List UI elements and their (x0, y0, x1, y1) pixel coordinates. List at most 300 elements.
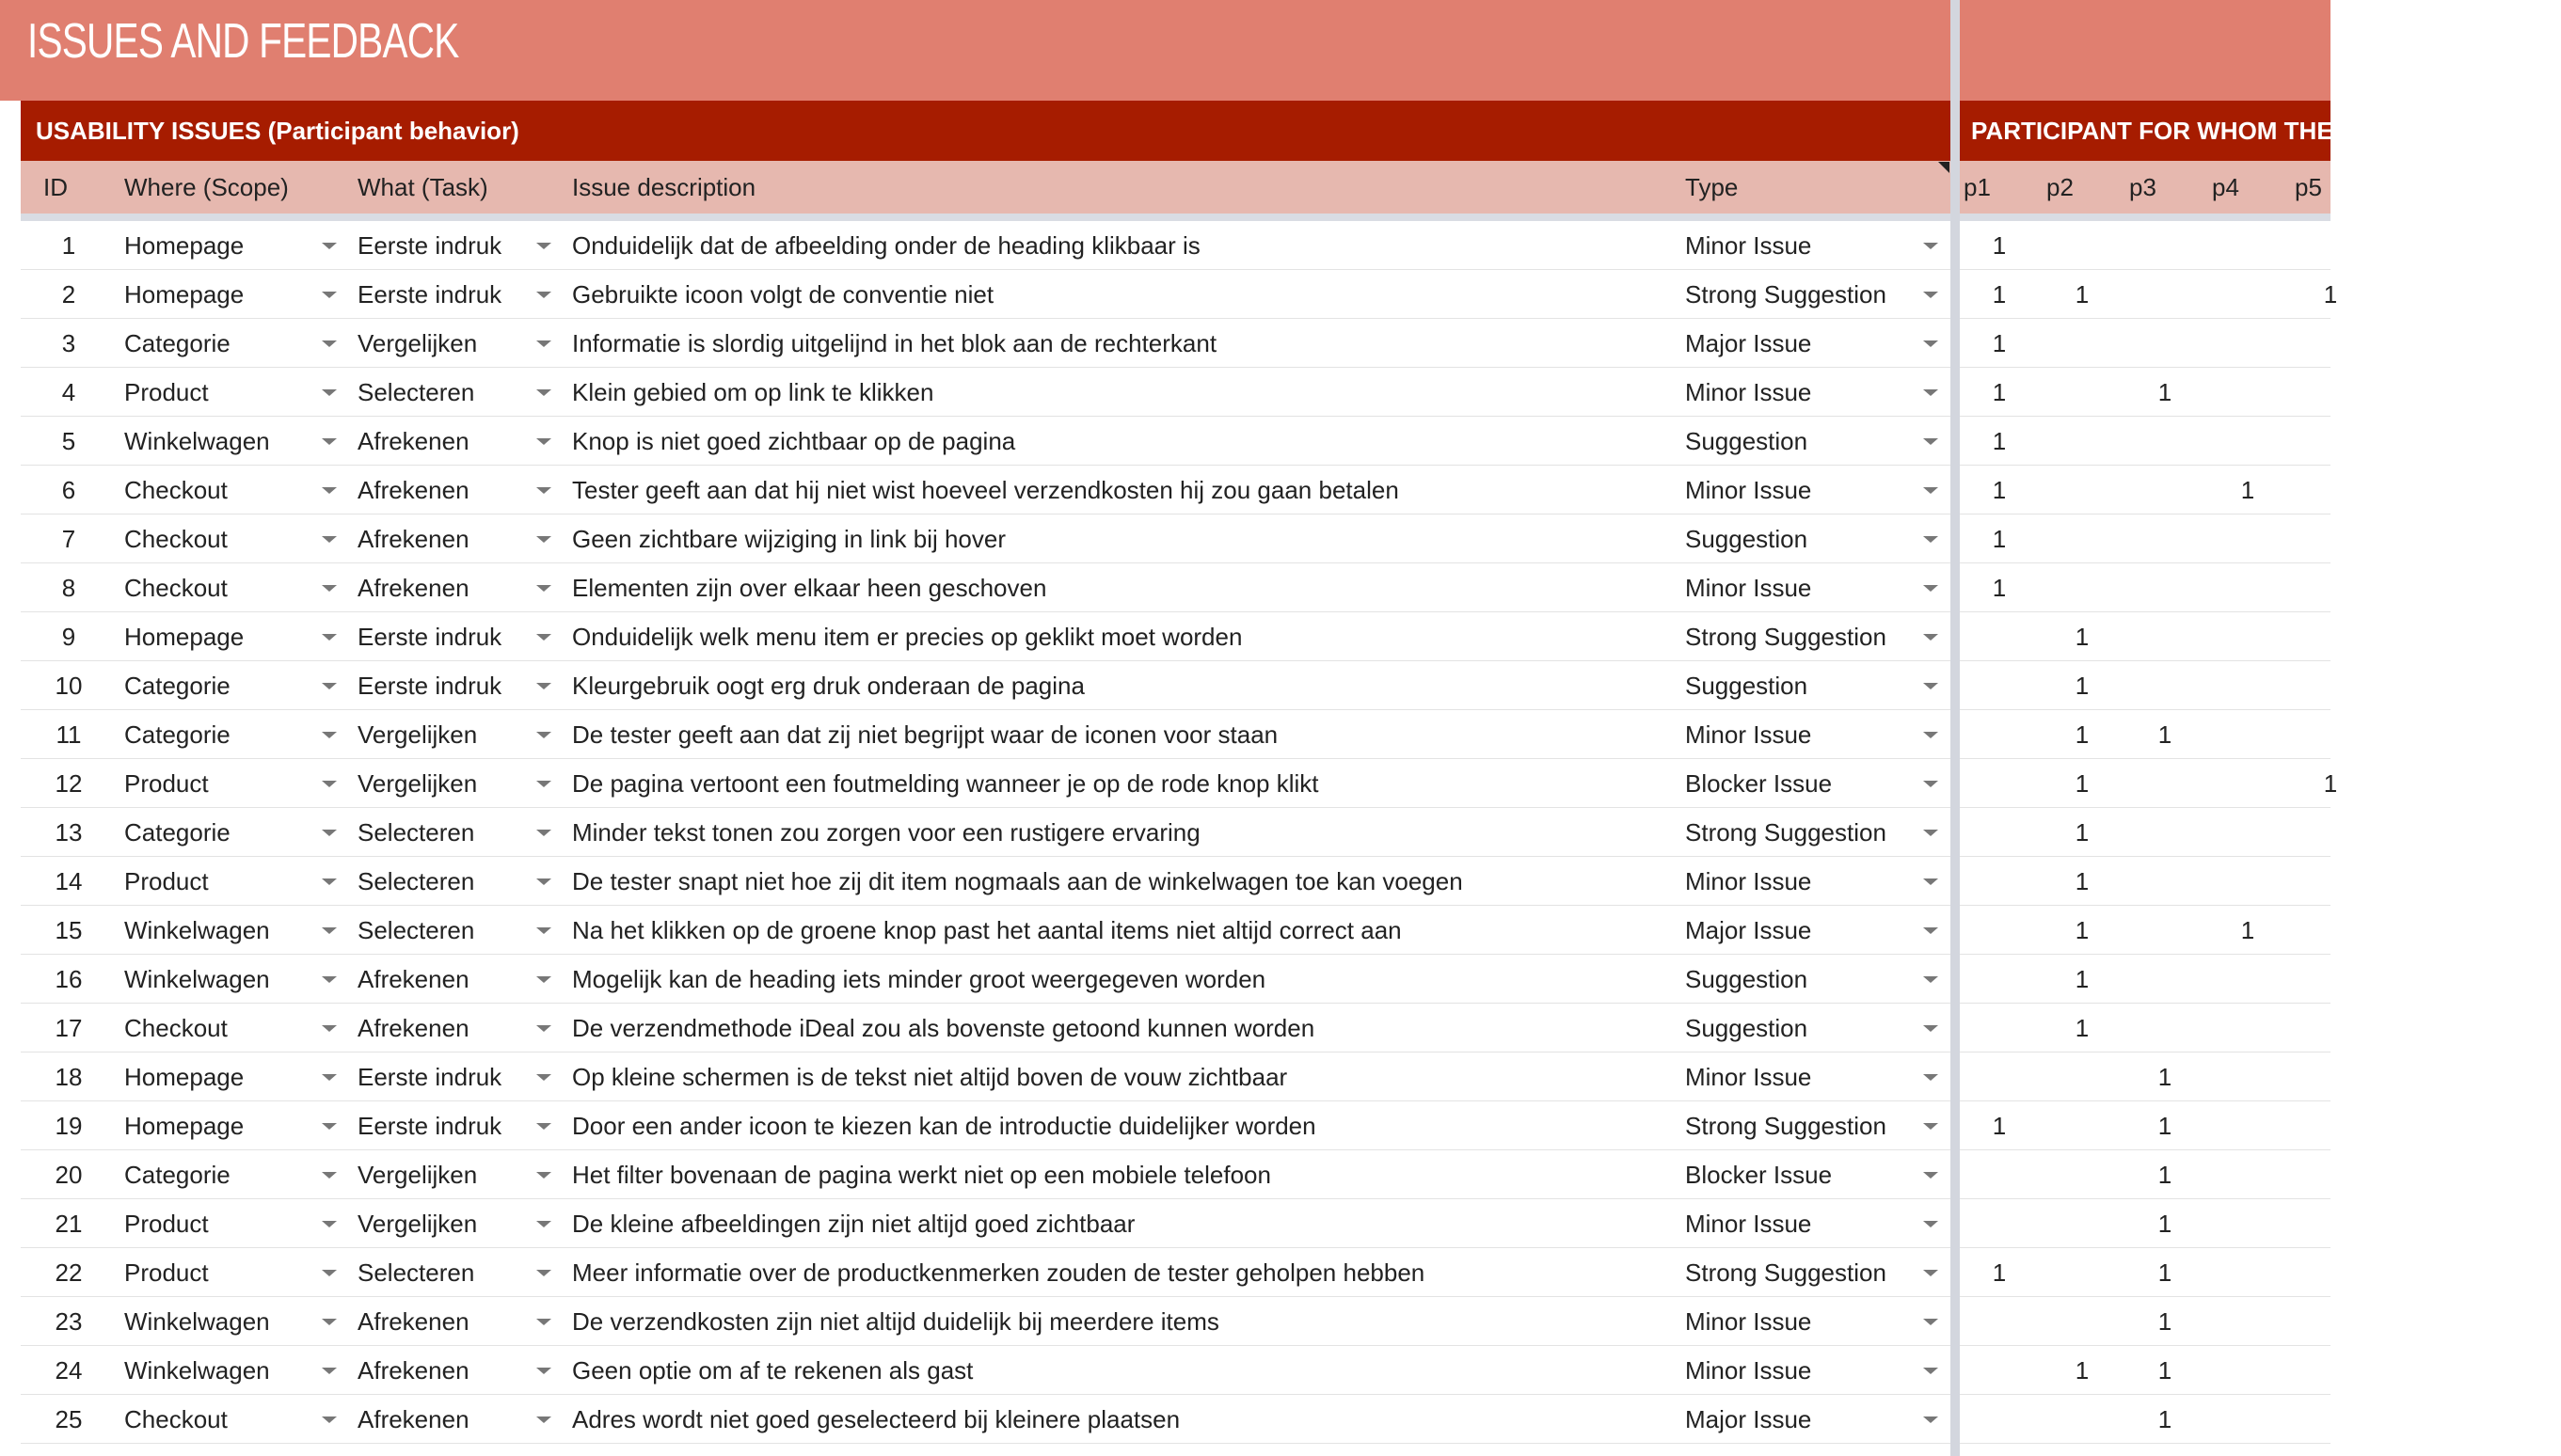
cell-p3[interactable]: 1 (2157, 1210, 2172, 1238)
cell-where[interactable]: Checkout (124, 476, 228, 504)
cell-p1[interactable] (1985, 710, 2013, 759)
cell-p2[interactable] (2068, 1199, 2096, 1248)
cell-p4[interactable] (2234, 1052, 2262, 1101)
column-header-p1[interactable]: p1 (1964, 173, 1991, 201)
type-dropdown-icon[interactable] (1923, 927, 1938, 934)
cell-p4[interactable] (2234, 1199, 2262, 1248)
cell-p3[interactable] (2151, 417, 2179, 466)
cell-what[interactable]: Eerste indruk (358, 672, 502, 700)
cell-where[interactable]: Winkelwagen (124, 916, 270, 944)
cell-p1[interactable] (1985, 1052, 2013, 1101)
cell-p1[interactable] (1985, 906, 2013, 955)
where-dropdown-icon[interactable] (322, 927, 337, 934)
cell-p2[interactable] (2068, 1395, 2096, 1444)
cell-type[interactable]: Suggestion (1685, 1014, 1808, 1042)
cell-p3[interactable] (2151, 563, 2179, 612)
type-dropdown-icon[interactable] (1923, 781, 1938, 787)
column-header-where[interactable]: Where (Scope) (124, 173, 289, 201)
cell-p4[interactable] (2234, 1004, 2262, 1052)
where-dropdown-icon[interactable] (322, 683, 337, 689)
cell-p1[interactable] (1985, 1199, 2013, 1248)
cell-id[interactable]: 18 (55, 1063, 83, 1091)
cell-description[interactable]: Adres wordt niet goed geselecteerd bij kleinere plaatsen (572, 1405, 1181, 1433)
cell-p2[interactable]: 1 (2075, 769, 2090, 798)
cell-type[interactable]: Minor Issue (1685, 231, 1812, 260)
cell-id[interactable]: 6 (61, 476, 76, 504)
cell-p1[interactable]: 1 (1992, 329, 2007, 357)
cell-p3[interactable]: 1 (2157, 1258, 2172, 1287)
cell-p5[interactable] (2316, 661, 2345, 710)
cell-p3[interactable] (2151, 612, 2179, 661)
cell-what[interactable]: Eerste indruk (358, 623, 502, 651)
cell-id[interactable]: 12 (55, 769, 83, 798)
type-dropdown-icon[interactable] (1923, 830, 1938, 836)
what-dropdown-icon[interactable] (536, 585, 551, 592)
cell-where[interactable]: Winkelwagen (124, 1307, 270, 1336)
cell-what[interactable]: Vergelijken (358, 329, 478, 357)
cell-p4[interactable] (2234, 612, 2262, 661)
cell-description[interactable]: Het filter bovenaan de pagina werkt niet op een mobiele telefoon (572, 1161, 1271, 1189)
cell-description[interactable]: Onduidelijk dat de afbeelding onder de heading klikbaar is (572, 231, 1201, 260)
cell-p5[interactable] (2316, 955, 2345, 1004)
cell-where[interactable]: Homepage (124, 1112, 245, 1140)
cell-p4[interactable] (2234, 710, 2262, 759)
cell-p3[interactable] (2151, 1004, 2179, 1052)
what-dropdown-icon[interactable] (536, 1025, 551, 1032)
cell-p5[interactable]: 1 (2323, 280, 2338, 309)
cell-p5[interactable] (2316, 1052, 2345, 1101)
cell-p2[interactable]: 1 (2075, 867, 2090, 895)
where-dropdown-icon[interactable] (322, 878, 337, 885)
cell-type[interactable]: Minor Issue (1685, 867, 1812, 895)
cell-where[interactable]: Homepage (124, 231, 245, 260)
where-dropdown-icon[interactable] (322, 1172, 337, 1179)
where-dropdown-icon[interactable] (322, 340, 337, 347)
cell-description[interactable]: Kleurgebruik oogt erg druk onderaan de pagina (572, 672, 1085, 700)
cell-p1[interactable] (1985, 661, 2013, 710)
where-dropdown-icon[interactable] (322, 1319, 337, 1325)
cell-description[interactable]: De verzendmethode iDeal zou als bovenste getoond kunnen worden (572, 1014, 1315, 1042)
cell-type[interactable]: Suggestion (1685, 525, 1808, 553)
type-dropdown-icon[interactable] (1923, 1270, 1938, 1276)
cell-p1[interactable] (1985, 1346, 2013, 1395)
cell-what[interactable]: Afrekenen (358, 1307, 469, 1336)
cell-p2[interactable] (2068, 1052, 2096, 1101)
cell-p2[interactable] (2068, 563, 2096, 612)
cell-id[interactable]: 5 (61, 427, 76, 455)
what-dropdown-icon[interactable] (536, 830, 551, 836)
cell-p5[interactable] (2316, 514, 2345, 563)
cell-p1[interactable]: 1 (1992, 378, 2007, 406)
cell-p1[interactable]: 1 (1992, 1112, 2007, 1140)
cell-p4[interactable]: 1 (2240, 476, 2255, 504)
cell-p3[interactable]: 1 (2157, 1405, 2172, 1433)
what-dropdown-icon[interactable] (536, 487, 551, 494)
cell-what[interactable]: Eerste indruk (358, 1063, 502, 1091)
what-dropdown-icon[interactable] (536, 1416, 551, 1423)
cell-where[interactable]: Winkelwagen (124, 965, 270, 993)
cell-type[interactable]: Major Issue (1685, 329, 1812, 357)
cell-p3[interactable] (2151, 906, 2179, 955)
filter-corner-icon[interactable] (1938, 162, 1949, 173)
type-dropdown-icon[interactable] (1923, 1172, 1938, 1179)
cell-description[interactable]: De tester geeft aan dat zij niet begrijpt waar de iconen voor staan (572, 720, 1279, 749)
cell-description[interactable]: Geen zichtbare wijziging in link bij hover (572, 525, 1007, 553)
what-dropdown-icon[interactable] (536, 1319, 551, 1325)
cell-p5[interactable] (2316, 563, 2345, 612)
cell-where[interactable]: Categorie (124, 329, 231, 357)
what-dropdown-icon[interactable] (536, 634, 551, 641)
cell-where[interactable]: Winkelwagen (124, 427, 270, 455)
cell-type[interactable]: Major Issue (1685, 1405, 1812, 1433)
column-header-p2[interactable]: p2 (2046, 173, 2074, 201)
type-dropdown-icon[interactable] (1923, 1368, 1938, 1374)
cell-id[interactable]: 21 (55, 1210, 83, 1238)
cell-what[interactable]: Afrekenen (358, 1405, 469, 1433)
column-header-description[interactable]: Issue description (572, 173, 756, 201)
cell-description[interactable]: Mogelijk kan de heading iets minder groot weergegeven worden (572, 965, 1266, 993)
cell-p4[interactable] (2234, 1101, 2262, 1150)
cell-what[interactable]: Afrekenen (358, 965, 469, 993)
column-header-what[interactable]: What (Task) (358, 173, 488, 201)
cell-p2[interactable] (2068, 514, 2096, 563)
cell-id[interactable]: 16 (55, 965, 83, 993)
type-dropdown-icon[interactable] (1923, 878, 1938, 885)
cell-p1[interactable] (1985, 1150, 2013, 1199)
cell-where[interactable]: Product (124, 1210, 209, 1238)
cell-p2[interactable]: 1 (2075, 965, 2090, 993)
what-dropdown-icon[interactable] (536, 1123, 551, 1130)
type-dropdown-icon[interactable] (1923, 438, 1938, 445)
cell-p5[interactable] (2316, 1395, 2345, 1444)
where-dropdown-icon[interactable] (322, 1270, 337, 1276)
cell-id[interactable]: 14 (55, 867, 83, 895)
where-dropdown-icon[interactable] (322, 976, 337, 983)
cell-p5[interactable] (2316, 906, 2345, 955)
cell-p2[interactable] (2068, 368, 2096, 417)
cell-p3[interactable] (2151, 857, 2179, 906)
cell-description[interactable]: Na het klikken op de groene knop past het aantal items niet altijd correct aan (572, 916, 1402, 944)
cell-p4[interactable] (2234, 563, 2262, 612)
cell-p3[interactable]: 1 (2157, 1161, 2172, 1189)
type-dropdown-icon[interactable] (1923, 487, 1938, 494)
cell-p2[interactable] (2068, 221, 2096, 270)
cell-p3[interactable]: 1 (2157, 1307, 2172, 1336)
type-dropdown-icon[interactable] (1923, 243, 1938, 249)
what-dropdown-icon[interactable] (536, 683, 551, 689)
cell-p2[interactable]: 1 (2075, 280, 2090, 309)
cell-p4[interactable] (2234, 417, 2262, 466)
type-dropdown-icon[interactable] (1923, 340, 1938, 347)
cell-description[interactable]: Door een ander icoon te kiezen kan de introductie duidelijker worden (572, 1112, 1316, 1140)
cell-type[interactable]: Strong Suggestion (1685, 280, 1886, 309)
what-dropdown-icon[interactable] (536, 927, 551, 934)
where-dropdown-icon[interactable] (322, 1123, 337, 1130)
cell-type[interactable]: Suggestion (1685, 965, 1808, 993)
cell-p5[interactable] (2316, 466, 2345, 514)
cell-p1[interactable] (1985, 1395, 2013, 1444)
what-dropdown-icon[interactable] (536, 976, 551, 983)
what-dropdown-icon[interactable] (536, 878, 551, 885)
cell-p1[interactable]: 1 (1992, 574, 2007, 602)
cell-type[interactable]: Strong Suggestion (1685, 1112, 1886, 1140)
cell-p1[interactable] (1985, 857, 2013, 906)
cell-description[interactable]: Meer informatie over de productkenmerken zouden de tester geholpen hebben (572, 1258, 1425, 1287)
cell-p1[interactable] (1985, 1004, 2013, 1052)
cell-where[interactable]: Product (124, 867, 209, 895)
cell-where[interactable]: Categorie (124, 1161, 231, 1189)
cell-where[interactable]: Checkout (124, 1014, 228, 1042)
cell-what[interactable]: Vergelijken (358, 1210, 478, 1238)
cell-p3[interactable]: 1 (2157, 1063, 2172, 1091)
cell-where[interactable]: Homepage (124, 1063, 245, 1091)
where-dropdown-icon[interactable] (322, 1221, 337, 1227)
cell-p5[interactable] (2316, 808, 2345, 857)
what-dropdown-icon[interactable] (536, 1172, 551, 1179)
cell-id[interactable]: 22 (55, 1258, 83, 1287)
type-dropdown-icon[interactable] (1923, 1416, 1938, 1423)
what-dropdown-icon[interactable] (536, 438, 551, 445)
cell-p3[interactable] (2151, 759, 2179, 808)
cell-where[interactable]: Checkout (124, 525, 228, 553)
cell-p5[interactable] (2316, 857, 2345, 906)
cell-p3[interactable] (2151, 319, 2179, 368)
what-dropdown-icon[interactable] (536, 243, 551, 249)
cell-type[interactable]: Suggestion (1685, 672, 1808, 700)
cell-id[interactable]: 17 (55, 1014, 83, 1042)
what-dropdown-icon[interactable] (536, 1074, 551, 1081)
cell-what[interactable]: Vergelijken (358, 1161, 478, 1189)
cell-p4[interactable] (2234, 1395, 2262, 1444)
cell-p1[interactable]: 1 (1992, 476, 2007, 504)
cell-where[interactable]: Winkelwagen (124, 1356, 270, 1385)
cell-p2[interactable] (2068, 466, 2096, 514)
cell-p5[interactable] (2316, 368, 2345, 417)
cell-type[interactable]: Strong Suggestion (1685, 1258, 1886, 1287)
cell-p3[interactable] (2151, 221, 2179, 270)
cell-p4[interactable] (2234, 319, 2262, 368)
cell-description[interactable]: De verzendkosten zijn niet altijd duidelijk bij meerdere items (572, 1307, 1219, 1336)
where-dropdown-icon[interactable] (322, 1368, 337, 1374)
where-dropdown-icon[interactable] (322, 487, 337, 494)
where-dropdown-icon[interactable] (322, 634, 337, 641)
cell-type[interactable]: Minor Issue (1685, 476, 1812, 504)
cell-type[interactable]: Suggestion (1685, 427, 1808, 455)
column-header-id[interactable]: ID (43, 173, 68, 201)
cell-p4[interactable] (2234, 270, 2262, 319)
cell-id[interactable]: 4 (61, 378, 76, 406)
type-dropdown-icon[interactable] (1923, 536, 1938, 543)
cell-what[interactable]: Eerste indruk (358, 231, 502, 260)
cell-p2[interactable]: 1 (2075, 623, 2090, 651)
what-dropdown-icon[interactable] (536, 536, 551, 543)
cell-id[interactable]: 13 (55, 818, 83, 847)
where-dropdown-icon[interactable] (322, 732, 337, 738)
cell-where[interactable]: Product (124, 1258, 209, 1287)
cell-p4[interactable] (2234, 514, 2262, 563)
cell-p5[interactable] (2316, 1297, 2345, 1346)
cell-description[interactable]: Informatie is slordig uitgelijnd in het blok aan de rechterkant (572, 329, 1217, 357)
where-dropdown-icon[interactable] (322, 830, 337, 836)
cell-description[interactable]: Knop is niet goed zichtbaar op de pagina (572, 427, 1016, 455)
cell-p5[interactable] (2316, 1101, 2345, 1150)
cell-where[interactable]: Categorie (124, 818, 231, 847)
cell-what[interactable]: Afrekenen (358, 1014, 469, 1042)
cell-p1[interactable]: 1 (1992, 231, 2007, 260)
cell-where[interactable]: Product (124, 378, 209, 406)
cell-p4[interactable] (2234, 759, 2262, 808)
cell-type[interactable]: Blocker Issue (1685, 769, 1833, 798)
cell-where[interactable]: Checkout (124, 1405, 228, 1433)
type-dropdown-icon[interactable] (1923, 1319, 1938, 1325)
where-dropdown-icon[interactable] (322, 1074, 337, 1081)
cell-p5[interactable] (2316, 1004, 2345, 1052)
type-dropdown-icon[interactable] (1923, 683, 1938, 689)
cell-what[interactable]: Afrekenen (358, 476, 469, 504)
cell-p1[interactable]: 1 (1992, 280, 2007, 309)
what-dropdown-icon[interactable] (536, 732, 551, 738)
cell-what[interactable]: Vergelijken (358, 720, 478, 749)
cell-p3[interactable] (2151, 514, 2179, 563)
cell-description[interactable]: Gebruikte icoon volgt de conventie niet (572, 280, 994, 309)
cell-p4[interactable] (2234, 221, 2262, 270)
cell-type[interactable]: Major Issue (1685, 916, 1812, 944)
where-dropdown-icon[interactable] (322, 438, 337, 445)
cell-what[interactable]: Eerste indruk (358, 1112, 502, 1140)
cell-p3[interactable] (2151, 270, 2179, 319)
what-dropdown-icon[interactable] (536, 1221, 551, 1227)
cell-what[interactable]: Vergelijken (358, 769, 478, 798)
type-dropdown-icon[interactable] (1923, 976, 1938, 983)
what-dropdown-icon[interactable] (536, 1368, 551, 1374)
cell-id[interactable]: 15 (55, 916, 83, 944)
cell-p5[interactable] (2316, 1346, 2345, 1395)
cell-p1[interactable]: 1 (1992, 525, 2007, 553)
type-dropdown-icon[interactable] (1923, 389, 1938, 396)
cell-p4[interactable]: 1 (2240, 916, 2255, 944)
cell-p3[interactable]: 1 (2157, 1112, 2172, 1140)
cell-id[interactable]: 11 (56, 720, 82, 749)
where-dropdown-icon[interactable] (322, 781, 337, 787)
where-dropdown-icon[interactable] (322, 292, 337, 298)
cell-p3[interactable]: 1 (2157, 720, 2172, 749)
column-header-type[interactable]: Type (1685, 173, 1739, 201)
what-dropdown-icon[interactable] (536, 292, 551, 298)
column-header-p3[interactable]: p3 (2129, 173, 2156, 201)
cell-p5[interactable] (2316, 710, 2345, 759)
cell-p4[interactable] (2234, 1248, 2262, 1297)
where-dropdown-icon[interactable] (322, 1025, 337, 1032)
cell-description[interactable]: De kleine afbeeldingen zijn niet altijd goed zichtbaar (572, 1210, 1136, 1238)
cell-p4[interactable] (2234, 1150, 2262, 1199)
cell-type[interactable]: Minor Issue (1685, 378, 1812, 406)
cell-p5[interactable] (2316, 221, 2345, 270)
cell-where[interactable]: Homepage (124, 623, 245, 651)
cell-p4[interactable] (2234, 1297, 2262, 1346)
cell-p3[interactable] (2151, 661, 2179, 710)
cell-what[interactable]: Eerste indruk (358, 280, 502, 309)
cell-description[interactable]: Elementen zijn over elkaar heen geschoven (572, 574, 1047, 602)
cell-p4[interactable] (2234, 1346, 2262, 1395)
cell-p2[interactable] (2068, 1150, 2096, 1199)
cell-id[interactable]: 20 (55, 1161, 83, 1189)
where-dropdown-icon[interactable] (322, 585, 337, 592)
cell-p2[interactable] (2068, 1101, 2096, 1150)
cell-p4[interactable] (2234, 661, 2262, 710)
section-header-participants[interactable]: PARTICIPANT FOR WHOM THE ISSUE OCCURRED (1960, 101, 2330, 161)
cell-description[interactable]: Op kleine schermen is de tekst niet altijd boven de vouw zichtbaar (572, 1063, 1288, 1091)
cell-type[interactable]: Minor Issue (1685, 1307, 1812, 1336)
what-dropdown-icon[interactable] (536, 1270, 551, 1276)
what-dropdown-icon[interactable] (536, 781, 551, 787)
type-dropdown-icon[interactable] (1923, 1221, 1938, 1227)
cell-id[interactable]: 2 (61, 280, 76, 309)
cell-p5[interactable] (2316, 417, 2345, 466)
where-dropdown-icon[interactable] (322, 1416, 337, 1423)
cell-id[interactable]: 25 (55, 1405, 83, 1433)
cell-p1[interactable]: 1 (1992, 427, 2007, 455)
cell-what[interactable]: Selecteren (358, 818, 475, 847)
cell-p3[interactable]: 1 (2157, 378, 2172, 406)
what-dropdown-icon[interactable] (536, 340, 551, 347)
cell-p2[interactable]: 1 (2075, 818, 2090, 847)
cell-p1[interactable] (1985, 955, 2013, 1004)
type-dropdown-icon[interactable] (1923, 292, 1938, 298)
cell-type[interactable]: Minor Issue (1685, 1210, 1812, 1238)
cell-what[interactable]: Afrekenen (358, 525, 469, 553)
cell-description[interactable]: Onduidelijk welk menu item er precies op geklikt moet worden (572, 623, 1243, 651)
cell-p3[interactable]: 1 (2157, 1356, 2172, 1385)
cell-type[interactable]: Minor Issue (1685, 720, 1812, 749)
cell-description[interactable]: Tester geeft aan dat hij niet wist hoeveel verzendkosten hij zou gaan betalen (572, 476, 1399, 504)
type-dropdown-icon[interactable] (1923, 585, 1938, 592)
type-dropdown-icon[interactable] (1923, 1074, 1938, 1081)
cell-what[interactable]: Afrekenen (358, 427, 469, 455)
cell-where[interactable]: Product (124, 769, 209, 798)
cell-id[interactable]: 1 (61, 231, 76, 260)
type-dropdown-icon[interactable] (1923, 732, 1938, 738)
cell-description[interactable]: De pagina vertoont een foutmelding wanneer je op de rode knop klikt (572, 769, 1319, 798)
section-header-usability-issues[interactable]: USABILITY ISSUES (Participant behavior) (21, 101, 1950, 161)
where-dropdown-icon[interactable] (322, 243, 337, 249)
cell-p2[interactable]: 1 (2075, 916, 2090, 944)
cell-p5[interactable] (2316, 1150, 2345, 1199)
cell-type[interactable]: Minor Issue (1685, 1356, 1812, 1385)
cell-type[interactable]: Minor Issue (1685, 574, 1812, 602)
cell-p5[interactable] (2316, 319, 2345, 368)
cell-id[interactable]: 3 (61, 329, 76, 357)
column-header-p5[interactable]: p5 (2295, 173, 2322, 201)
what-dropdown-icon[interactable] (536, 389, 551, 396)
cell-p5[interactable] (2316, 1248, 2345, 1297)
cell-p5[interactable] (2316, 612, 2345, 661)
cell-p2[interactable]: 1 (2075, 720, 2090, 749)
cell-p1[interactable] (1985, 1297, 2013, 1346)
type-dropdown-icon[interactable] (1923, 634, 1938, 641)
cell-p4[interactable] (2234, 857, 2262, 906)
cell-p5[interactable] (2316, 1199, 2345, 1248)
cell-type[interactable]: Blocker Issue (1685, 1161, 1833, 1189)
cell-p3[interactable] (2151, 466, 2179, 514)
cell-p5[interactable]: 1 (2323, 769, 2338, 798)
cell-description[interactable]: Klein gebied om op link te klikken (572, 378, 934, 406)
cell-where[interactable]: Checkout (124, 574, 228, 602)
where-dropdown-icon[interactable] (322, 536, 337, 543)
cell-id[interactable]: 8 (61, 574, 76, 602)
cell-p2[interactable]: 1 (2075, 1014, 2090, 1042)
cell-what[interactable]: Afrekenen (358, 1356, 469, 1385)
cell-p1[interactable]: 1 (1992, 1258, 2007, 1287)
